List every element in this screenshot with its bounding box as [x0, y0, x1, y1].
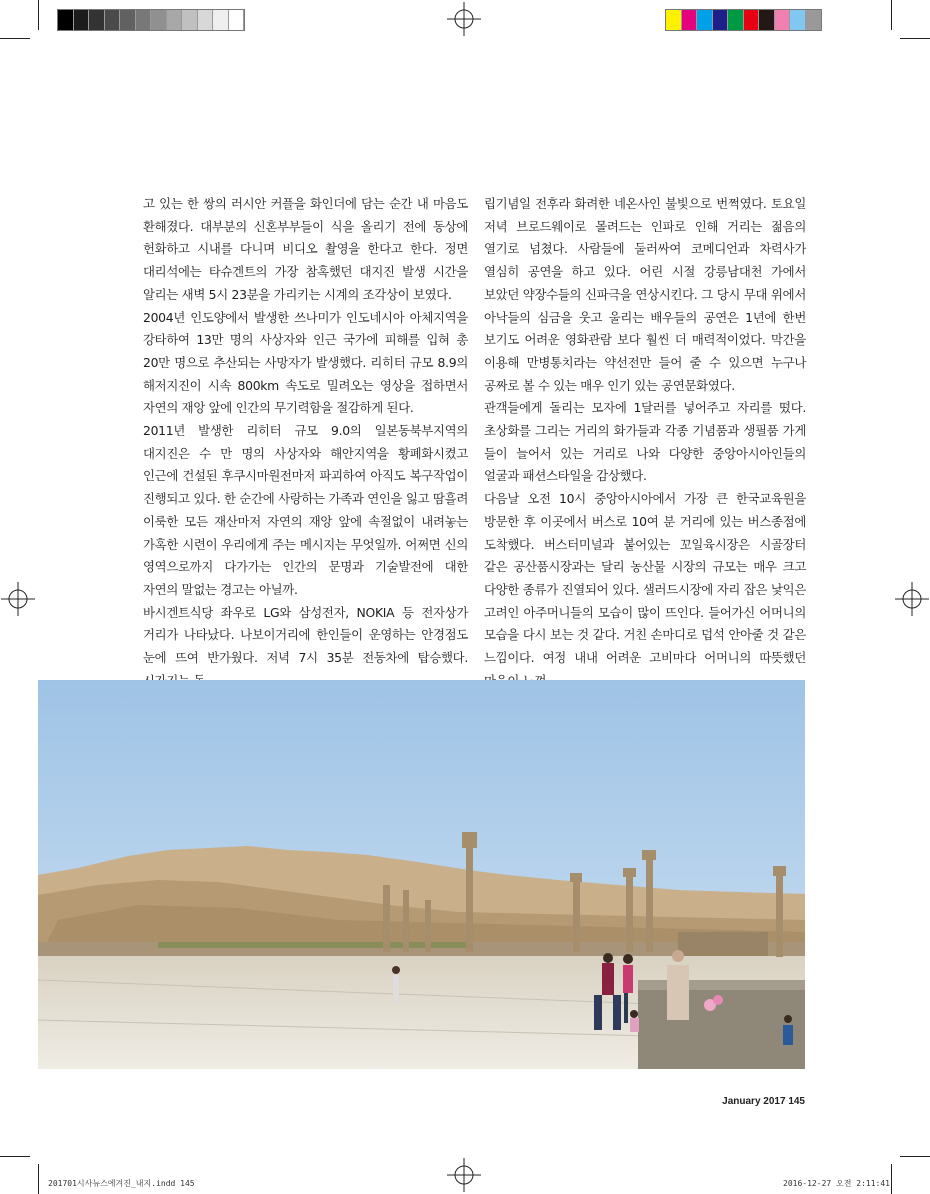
color-swatch [89, 10, 105, 30]
process-color-bar [665, 9, 822, 31]
paragraph: 2004년 인도양에서 발생한 쓰나미가 인도네시아 아체지역을 강타하여 13만 명의 사상자와 인근 국가에 피해를 입혀 총 20만 명으로 추산되는 사망자가 발생했다. 리히터 규모 8.9의 해저지진이 시속 800km 속도로 밀려오는 영상을 접하면서 자연의 재앙 앞에 인간의 무기력함을 절감하게 된다. [143, 309, 468, 416]
color-swatch [713, 10, 729, 30]
registration-mark-icon [447, 2, 481, 36]
crop-mark [900, 38, 930, 39]
paragraph: 고 있는 한 쌍의 러시안 커플을 화인더에 담는 순간 내 마음도 환해졌다. 대부분의 신혼부부들이 식을 올리기 전에 동상에 헌화하고 시내를 다니며 비디오 촬영을 한다고 한다. 정면 대리석에는 타슈겐트의 가장 참혹했던 대지진 발생 시간을 알리는 새벽 5시 23분을 가리키는 시계의 조각상이 보였다. [143, 196, 468, 302]
grayscale-color-bar [57, 9, 245, 31]
ruins-photo [38, 680, 805, 1069]
crop-mark [900, 1156, 930, 1157]
color-swatch [105, 10, 121, 30]
paragraph: 관객들에게 돌리는 모자에 1달러를 넣어주고 자리를 떴다. 초상화를 그리는 거리의 화가들과 각종 기념품과 생필품 가게 들이 늘어서 있는 거리로 나와 다양한 중앙아시아인들의 얼굴과 패션스타일을 감상했다. [484, 400, 806, 484]
color-swatch [74, 10, 90, 30]
crop-mark [891, 0, 892, 30]
crop-mark [891, 1164, 892, 1194]
color-swatch [58, 10, 74, 30]
paragraph: 립기념일 전후라 화려한 네온사인 불빛으로 번쩍였다. 토요일 저녁 브로드웨이로 몰려드는 인파로 인해 거리는 젊음의 열기로 넘쳤다. 사람들에 둘러싸여 코메디언과 차력사가 열심히 공연을 하고 있다. 어린 시절 강릉남대천 가에서 보았던 약장수들의 신파극을 연상시킨다. 그 당시 무대 위에서 아낙들의 심금을 웃고 울리는 배우들의 공연은 1년에 한번 보기도 어려운 영화관람 보다 훨씬 더 매력적이었다. 막간을 이용해 만병통치라는 약선전만 들어 줄 수 있으면 누구나 공짜로 볼 수 있는 매우 인기 있는 공연문화였다. [484, 196, 806, 393]
crop-mark [38, 0, 39, 30]
article-column-right [484, 193, 806, 692]
article-column-left [143, 193, 468, 692]
color-swatch [790, 10, 806, 30]
crop-mark [38, 1164, 39, 1194]
paragraph: 2011년 발생한 리히터 규모 9.0의 일본동북부지역의 대지진은 수 만 명의 사상자와 해안지역을 황폐화시켰고 인근에 건설된 후쿠시마원전마저 파괴하여 아직도 복구작업이 진행되고 있다. 한 순간에 사랑하는 가족과 연인을 잃고 땀흘려 이룩한 모든 재산마저 자연의 재앙 앞에 속절없이 내려놓는 가혹한 시련이 우리에게 주는 메시지는 무엇일까. 어쩌면 신의 영역으로까지 다가가는 인간의 문명과 기술발전에 대한 자연의 말없는 경고는 아닐까. [143, 423, 468, 597]
color-swatch [744, 10, 760, 30]
color-swatch [167, 10, 183, 30]
color-swatch [120, 10, 136, 30]
page-folio: January 2017 145 [722, 1096, 805, 1107]
crop-mark [0, 1156, 30, 1157]
color-swatch [182, 10, 198, 30]
registration-mark-icon [1, 582, 35, 616]
slug-file-info: 201701시사뉴스에겨진_내지.indd 145 [48, 1179, 195, 1188]
crop-mark [0, 38, 30, 39]
color-swatch [213, 10, 229, 30]
color-swatch [759, 10, 775, 30]
color-swatch [198, 10, 214, 30]
color-swatch [682, 10, 698, 30]
color-swatch [775, 10, 791, 30]
color-swatch [136, 10, 152, 30]
registration-mark-icon [447, 1158, 481, 1192]
registration-mark-icon [895, 582, 929, 616]
slug-timestamp: 2016-12-27 오전 2:11:41 [783, 1179, 890, 1188]
color-swatch [229, 10, 245, 30]
paragraph: 다음날 오전 10시 중앙아시아에서 가장 큰 한국교육원을 방문한 후 이곳에서 버스로 10여 분 거리에 있는 버스종점에 도착했다. 버스터미널과 붙어있는 꼬일육시장은 시골장터 같은 공산품시장과는 달리 농산물 시장의 규모는 매우 크고 다양한 종류가 진열되어 있다. 샐러드시장에 자리 잡은 낯익은 고려인 아주머니들의 모습이 많이 뜨인다. 들어가신 어머니의 모습을 다시 보는 것 같다. 거친 손마디로 덥석 안아줄 것 같은 느낌이다. 여정 내내 어려운 고비마다 어머니의 따뜻했던 [484, 491, 806, 666]
color-swatch [697, 10, 713, 30]
color-swatch [666, 10, 682, 30]
color-swatch [151, 10, 167, 30]
paragraph: 바시겐트식당 좌우로 LG와 삼성전자, NOKIA 등 전자상가 거리가 나타났다. 나보이거리에 한인들이 운영하는 안경점도 눈에 뜨여 반가웠다. 저녁 7시 35분 전동차에 탑승했다. [143, 604, 468, 666]
color-swatch [728, 10, 744, 30]
color-swatch [806, 10, 822, 30]
